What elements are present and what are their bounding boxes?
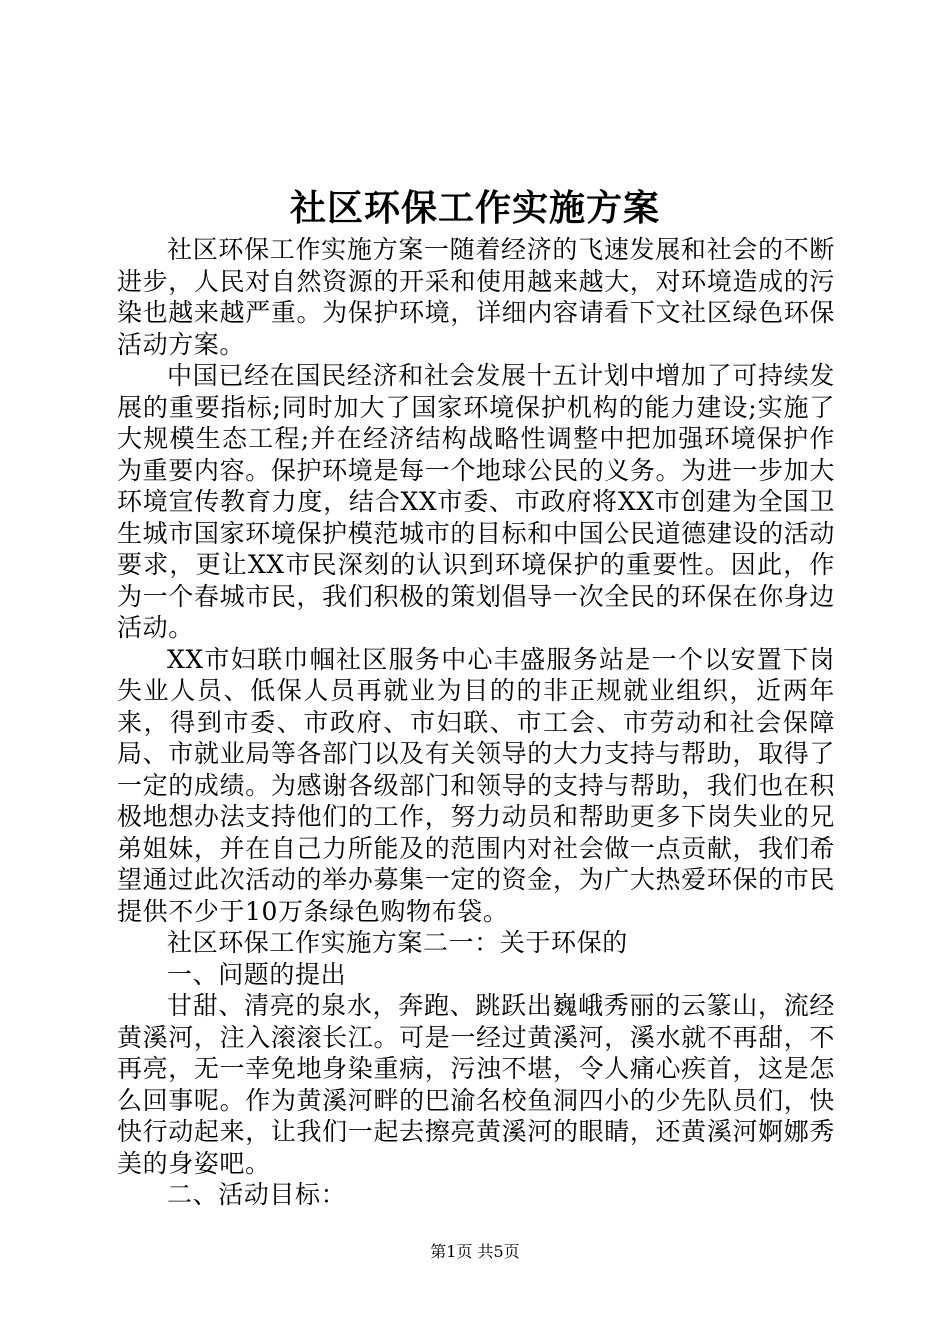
document-body (117, 234, 835, 1211)
paragraph-plan-two-heading: 社区环保工作实施方案二一：关于环保的 (167, 928, 628, 957)
paragraph-problem: 甘甜、清亮的泉水，奔跑、跳跃出巍峨秀丽的云篆山，流经黄溪河，注入滚滚长江。可是一经过黄溪河，溪水就不再甜，不再亮，无一幸免地身染重病，污浊不堪，令人痛心疾首，这是怎么回事呢。作为黄溪河畔的巴渝名校鱼洞四小的少先队员们，快快行动起来，让我们一起去擦亮黄溪河的眼睛，还黄溪河婀娜秀美的身姿吧。 (117, 991, 835, 1178)
section-heading-goals: 二、活动目标： (167, 1180, 347, 1209)
paragraph-background: 中国已经在国民经济和社会发展十五计划中增加了可持续发展的重要指标;同时加大了国家环境保护机构的能力建设;实施了大规模生态工程;并在经济结构战略性调整中把加强环境保护作为重要内容。保护环境是每一个地球公民的义务。为进一步加大环境宣传教育力度，结合XX市委、市政府将XX市创建为全国卫生城市国家环境保护模范城市的目标和中国公民道德建设的活动要求，更让XX市民深刻的认识到环境保护的重要性。因此，作为一个春城市民，我们积极的策划倡导一次全民的环保在你身边活动。 (117, 361, 835, 642)
section-heading-problem: 一、问题的提出 (167, 959, 347, 989)
paragraph-organization: XX市妇联巾帼社区服务中心丰盛服务站是一个以安置下岗失业人员、低保人员再就业为目的的非正规就业组织，近两年来，得到市委、市政府、市妇联、市工会、市劳动和社会保障局、市就业局等各部门以及有关领导的大力支持与帮助，取得了一定的成绩。为感谢各级部门和领导的支持与帮助，我们也在积极地想办法支持他们的工作，努力动员和帮助更多下岗失业的兄弟姐妹，并在自己力所能及的范围内对社会做一点贡献，我们希望通过此次活动的举办募集一定的资金，为广大热爱环保的市民提供不少于10万条绿色购物布袋。 (117, 644, 835, 926)
paragraph-intro: 社区环保工作实施方案一随着经济的飞速发展和社会的不断进步，人民对自然资源的开采和使用越来越大，对环境造成的污染也越来越严重。为保护环境，详细内容请看下文社区绿色环保活动方案。 (117, 235, 835, 359)
document-title: 社区环保工作实施方案 (289, 187, 660, 229)
page-number-footer: 第1页 共5页 (430, 1242, 520, 1261)
